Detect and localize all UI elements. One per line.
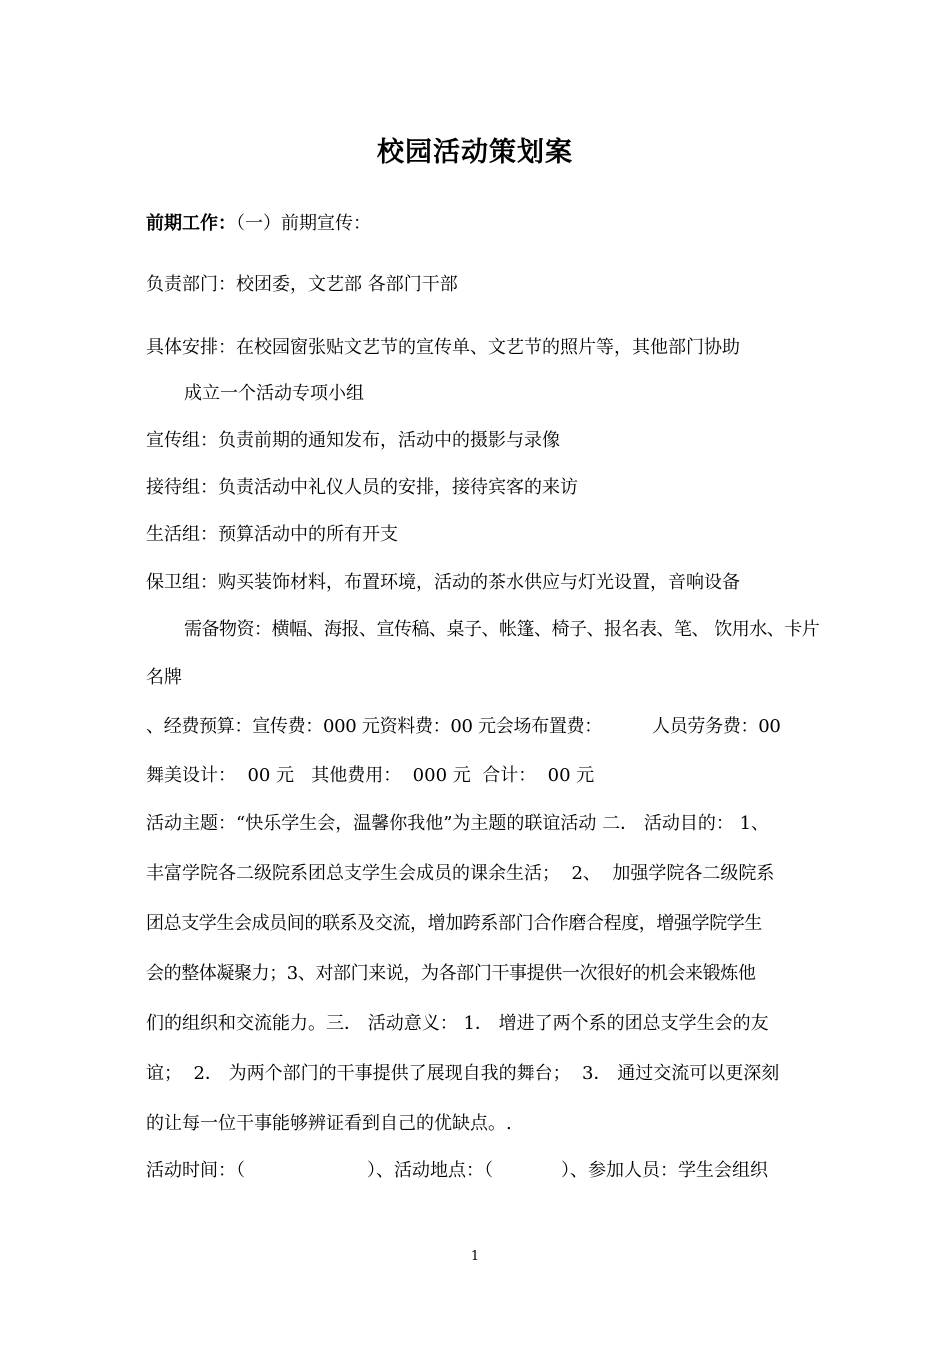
location-label: ）、活动地点：（: [367, 1160, 493, 1181]
para-line-5: 们的组织和交流能力。三． 活动意义： 1． 增进了两个系的团总支学生会的友: [146, 1013, 769, 1034]
page-number: 1: [470, 1249, 480, 1264]
materials-line: 需备物资：横幅、海报、宣传稿、桌子、帐篷、椅子、报名表、笔、 饮用水、卡片: [184, 619, 820, 640]
security-line: 保卫组：购买装饰材料，布置环境，活动的茶水供应与灯光设置，音响设备: [146, 572, 740, 593]
document-title: 校园活动策划案: [377, 137, 573, 168]
time-line: [146, 1159, 816, 1183]
participants-label: ）、参加人员：学生会组织: [561, 1160, 768, 1181]
prep-label: 前期工作：: [146, 213, 236, 234]
time-label: 活动时间：（: [146, 1160, 245, 1181]
para-line-7: 的让每一位干事能够辨证看到自己的优缺点。.: [146, 1113, 512, 1134]
budget-line: [146, 715, 816, 739]
materials-cont-line: 名牌: [146, 667, 182, 688]
dept-line: 负责部门：校团委，文艺部 各部门干部: [146, 274, 458, 295]
prep-line: [146, 212, 816, 236]
para-line-6: 谊； 2． 为两个部门的干事提供了展现自我的舞台； 3． 通过交流可以更深刻: [146, 1063, 780, 1084]
prep-rest: （一）前期宣传：: [236, 213, 371, 234]
budget-cont-line: 舞美设计： 00 元 其他费用： 000 元 合计： 00 元: [146, 765, 595, 786]
para-line-1: 活动主题：“快乐学生会，温馨你我他”为主题的联谊活动 二． 活动目的： 1、: [146, 813, 770, 834]
living-line: 生活组：预算活动中的所有开支: [146, 524, 398, 545]
reception-line: 接待组：负责活动中礼仪人员的安排，接待宾客的来访: [146, 477, 578, 498]
para-line-4: 会的整体凝聚力；3、对部门来说，为各部门干事提供一次很好的机会来锻炼他: [146, 963, 756, 984]
group-line: 成立一个活动专项小组: [184, 383, 364, 404]
publicity-line: 宣传组：负责前期的通知发布，活动中的摄影与录像: [146, 430, 560, 451]
para-line-3: 团总支学生会成员间的联系及交流，增加跨系部门合作磨合程度，增强学院学生: [146, 913, 762, 934]
budget-part-b: 人员劳务费：00: [652, 716, 781, 737]
budget-part-a: 、经费预算：宣传费：000 元资料费：00 元会场布置费：: [146, 716, 603, 737]
arrange-line: 具体安排：在校园窗张贴文艺节的宣传单、文艺节的照片等，其他部门协助: [146, 337, 740, 358]
para-line-2: 丰富学院各二级院系团总支学生会成员的课余生活； 2、 加强学院各二级院系: [146, 863, 775, 884]
